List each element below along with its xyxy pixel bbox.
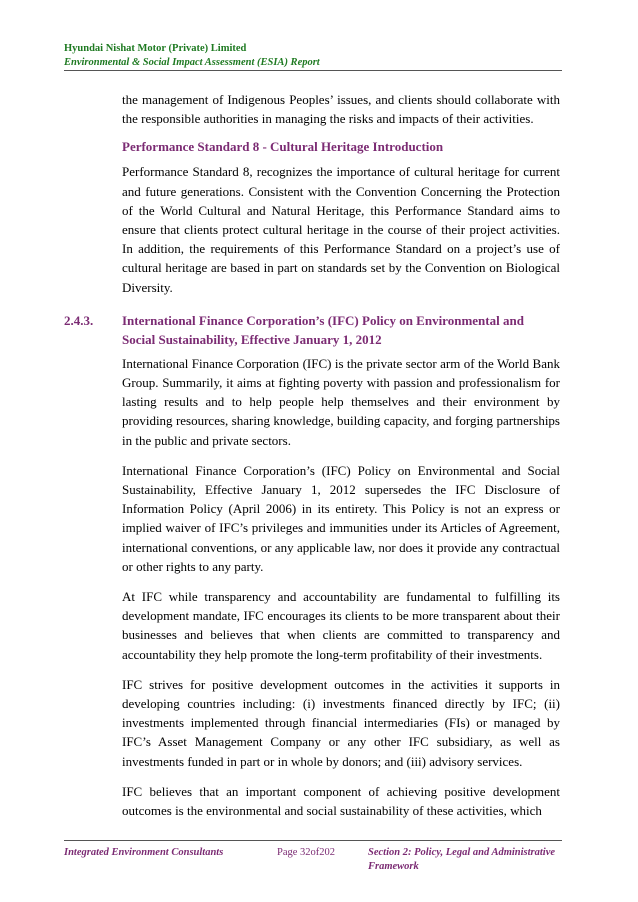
intro-paragraph: the management of Indigenous Peoples’ issues, and clients should collaborate with the responsible authorities in managing the risks and impacts of their activities.: [122, 92, 560, 127]
ifc-paragraph-5: IFC believes that an important component of achieving positive development outcomes is the environmental and social sustainability of these activities, which: [122, 783, 560, 819]
ps8-heading: Performance Standard 8 - Cultural Heritage Introduction: [122, 139, 444, 155]
footer-consultant: Integrated Environment Consultants: [64, 847, 224, 858]
page-header: [64, 42, 562, 70]
header-divider: [64, 70, 562, 71]
section-number: 2.4.3.: [64, 312, 94, 328]
section-title: International Finance Corporation’s (IFC) Policy on Environmental and Social Sustainability, Effective January 1, 2012: [122, 312, 524, 347]
section-heading: [64, 311, 560, 349]
ifc-paragraph-3: At IFC while transparency and accountability are fundamental to fulfilling its development mandate, IFC encourages its clients to be more transparent about their businesses and believes that when clients are committed to transparency and accountability they help promote the long-term profitability of their investments.: [122, 589, 560, 662]
ps8-paragraph: Performance Standard 8, recognizes the importance of cultural heritage for current and future generations. Consistent with the Convention Concerning the Protection of the World Cultural and Natural Heritage, this Performance Standard aims to ensure that clients protect cultural heritage in the course of their project activities. In addition, the requirements of this Performance Standard on a project’s use of cultural heritage are based in part on standards set by the Convention on Biological Diversity.: [122, 164, 560, 295]
footer-divider: [64, 840, 562, 841]
page-number: Page 32of202: [277, 847, 336, 858]
ifc-paragraph-1: International Finance Corporation (IFC) is the private sector arm of the World Bank Group. Summarily, it aims at fighting poverty with passion and professionalism for lasting results and to help people help themselves and their environment by providing resources, sharing knowledge, building capacity, and forging partnerships in the public and private sectors.: [122, 355, 560, 448]
footer-section: Section 2: Policy, Legal and Administrative Framework: [368, 847, 556, 872]
report-title: Environmental & Social Impact Assessment (ESIA) Report: [64, 57, 320, 68]
ifc-paragraph-4: IFC strives for positive development outcomes in the activities it supports in developing countries including: (i) investments financed directly by IFC; (ii) investments implemented through financial intermediaries (FIs) or managed by IFC’s Asset Management Company or any other IFC subsidiary, as well as investments funded in part or in whole by donors; and (iii) advisory services.: [122, 676, 560, 769]
company-name: Hyundai Nishat Motor (Private) Limited: [64, 43, 247, 54]
ifc-paragraph-2: International Finance Corporation’s (IFC) Policy on Environmental and Social Sustainability, Effective January 1, 2012 supersedes the IFC Disclosure of Information Policy (April 2006) in its entirety. This Policy is not an express or implied waiver of IFC’s privileges and immunities under its Articles of Agreement, international conventions, or any applicable law, nor does it provide any contractual or other rights to any party.: [122, 462, 560, 574]
document-body: [64, 90, 560, 820]
